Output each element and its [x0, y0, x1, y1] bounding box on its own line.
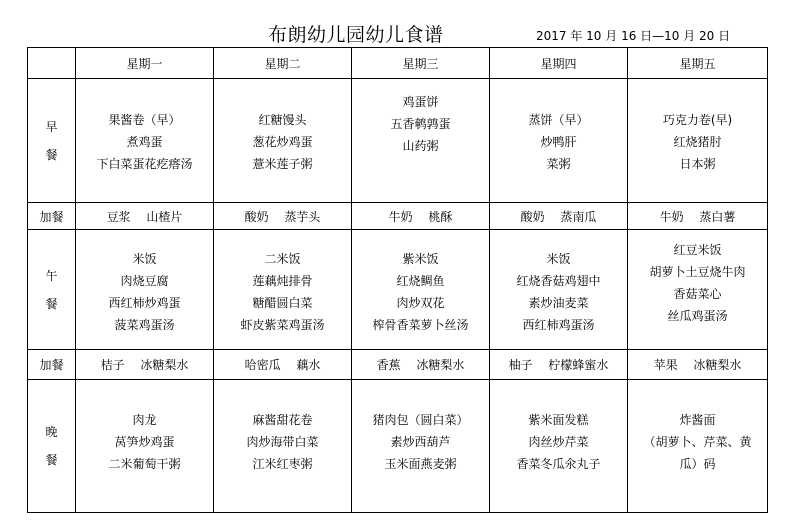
dish: 江米红枣粥	[252, 457, 313, 471]
dish: 果酱卷（早）	[108, 112, 181, 127]
table-header-row	[28, 48, 768, 79]
breakfast-cell	[490, 79, 628, 203]
lunch-label: 餐	[45, 296, 58, 311]
snack-cell: 柚子 柠檬蜂蜜水	[490, 350, 628, 380]
lunch-label: 午	[45, 268, 58, 283]
dish: 肉丝炒芹菜	[528, 435, 589, 449]
breakfast-cell	[76, 79, 214, 203]
lunch-cell	[76, 230, 214, 350]
dish: 香菜冬瓜氽丸子	[516, 457, 601, 471]
dish: 薏米莲子粥	[252, 156, 313, 171]
breakfast-row	[28, 79, 768, 203]
dish: 莲藕炖排骨	[252, 273, 313, 288]
dinner-row	[28, 380, 768, 513]
dish: 红糖馒头	[258, 112, 307, 127]
dinner-label: 晚	[45, 425, 58, 439]
date-range: 2017 年 10 月 16 日—10 月 20 日	[536, 29, 731, 43]
breakfast-cell	[628, 79, 768, 203]
dish: 蒸饼（早）	[528, 112, 589, 127]
snack-cell: 桔子 冰糖梨水	[76, 350, 214, 380]
snack-cell: 香蕉 冰糖梨水	[352, 350, 490, 380]
dish: 红豆米饭	[673, 242, 722, 257]
dish: 肉炒双花	[396, 295, 445, 310]
dish: 山药粥	[402, 138, 439, 153]
lunch-cell	[628, 230, 768, 350]
dinner-label-cell	[28, 380, 76, 513]
snack-cell: 酸奶 蒸芋头	[214, 203, 352, 230]
page-title: 布朗幼儿园幼儿食谱	[268, 24, 444, 46]
lunch-row	[28, 230, 768, 350]
dish: 西红柿鸡蛋汤	[522, 317, 595, 332]
dish: 素炒油麦菜	[528, 295, 589, 310]
day-header: 星期四	[490, 48, 628, 79]
afternoon-snack-row	[28, 350, 768, 380]
dish: 米饭	[546, 251, 571, 266]
breakfast-label: 餐	[45, 147, 58, 162]
day-header: 星期五	[628, 48, 768, 79]
dish: 炒鸭肝	[540, 134, 577, 149]
lunch-cell	[352, 230, 490, 350]
dinner-cell	[352, 380, 490, 513]
dish: 玉米面燕麦粥	[384, 457, 457, 471]
dish: 米饭	[132, 251, 157, 266]
dinner-cell	[490, 380, 628, 513]
dinner-label: 餐	[45, 453, 58, 467]
dinner-cell	[628, 380, 768, 513]
day-header: 星期三	[352, 48, 490, 79]
dish: 胡萝卜土豆烧牛肉	[649, 264, 746, 279]
breakfast-label: 早	[45, 119, 58, 134]
dish: 莴笋炒鸡蛋	[114, 435, 175, 449]
lunch-cell	[214, 230, 352, 350]
dish: 二米饭	[264, 251, 301, 266]
breakfast-label-cell	[28, 79, 76, 203]
day-header: 星期二	[214, 48, 352, 79]
dish: 红烧鲷鱼	[396, 273, 445, 288]
dish: 肉烧豆腐	[120, 273, 169, 288]
lunch-cell	[490, 230, 628, 350]
dish: 炸酱面	[679, 413, 716, 427]
dish: 素炒西葫芦	[390, 435, 451, 449]
dish: （胡萝卜、芹菜、黄	[643, 435, 752, 449]
dish: 巧克力卷(早)	[662, 112, 733, 127]
dish: 煮鸡蛋	[126, 134, 163, 149]
dish: 葱花炒鸡蛋	[252, 134, 313, 149]
dish: 猪肉包（圆白菜）	[372, 413, 469, 427]
dish: 紫米饭	[402, 251, 439, 266]
dish: 鸡蛋饼	[402, 94, 439, 109]
snack-cell: 牛奶 桃酥	[352, 203, 490, 230]
dish: 菜粥	[546, 156, 571, 171]
dish: 丝瓜鸡蛋汤	[667, 308, 728, 323]
dish: 二米葡萄干粥	[108, 457, 181, 471]
dish: 五香鹌鹑蛋	[390, 116, 451, 131]
dish: 西红柿炒鸡蛋	[108, 295, 181, 310]
dish: 虾皮紫菜鸡蛋汤	[240, 317, 325, 332]
day-header: 星期一	[76, 48, 214, 79]
dinner-cell	[76, 380, 214, 513]
dish: 香菇菜心	[673, 286, 722, 301]
morning-snack-row	[28, 203, 768, 230]
dinner-cell	[214, 380, 352, 513]
dish: 糖醋圆白菜	[252, 295, 313, 310]
lunch-label-cell	[28, 230, 76, 350]
snack-label: 加餐	[28, 350, 76, 380]
dish: 肉龙	[132, 413, 157, 427]
breakfast-cell	[214, 79, 352, 203]
dish: 菠菜鸡蛋汤	[114, 317, 175, 332]
dish: 红烧猪肘	[673, 134, 722, 149]
menu-table	[27, 47, 768, 513]
dish: 下白菜蛋花疙瘩汤	[96, 156, 193, 171]
snack-cell: 哈密瓜 藕水	[214, 350, 352, 380]
snack-cell: 豆浆 山楂片	[76, 203, 214, 230]
corner-cell	[28, 48, 76, 79]
dish: 麻酱甜花卷	[252, 413, 313, 427]
snack-label: 加餐	[28, 203, 76, 230]
dish: 瓜）码	[679, 457, 716, 471]
snack-cell: 牛奶 蒸白薯	[628, 203, 768, 230]
dish: 榨骨香菜萝卜丝汤	[372, 317, 469, 332]
breakfast-cell	[352, 79, 490, 203]
dish: 红烧香菇鸡翅中	[516, 273, 601, 288]
dish: 紫米面发糕	[528, 413, 589, 427]
snack-cell: 苹果 冰糖梨水	[628, 350, 768, 380]
dish: 肉炒海带白菜	[246, 435, 319, 449]
dish: 日本粥	[679, 156, 716, 171]
snack-cell: 酸奶 蒸南瓜	[490, 203, 628, 230]
